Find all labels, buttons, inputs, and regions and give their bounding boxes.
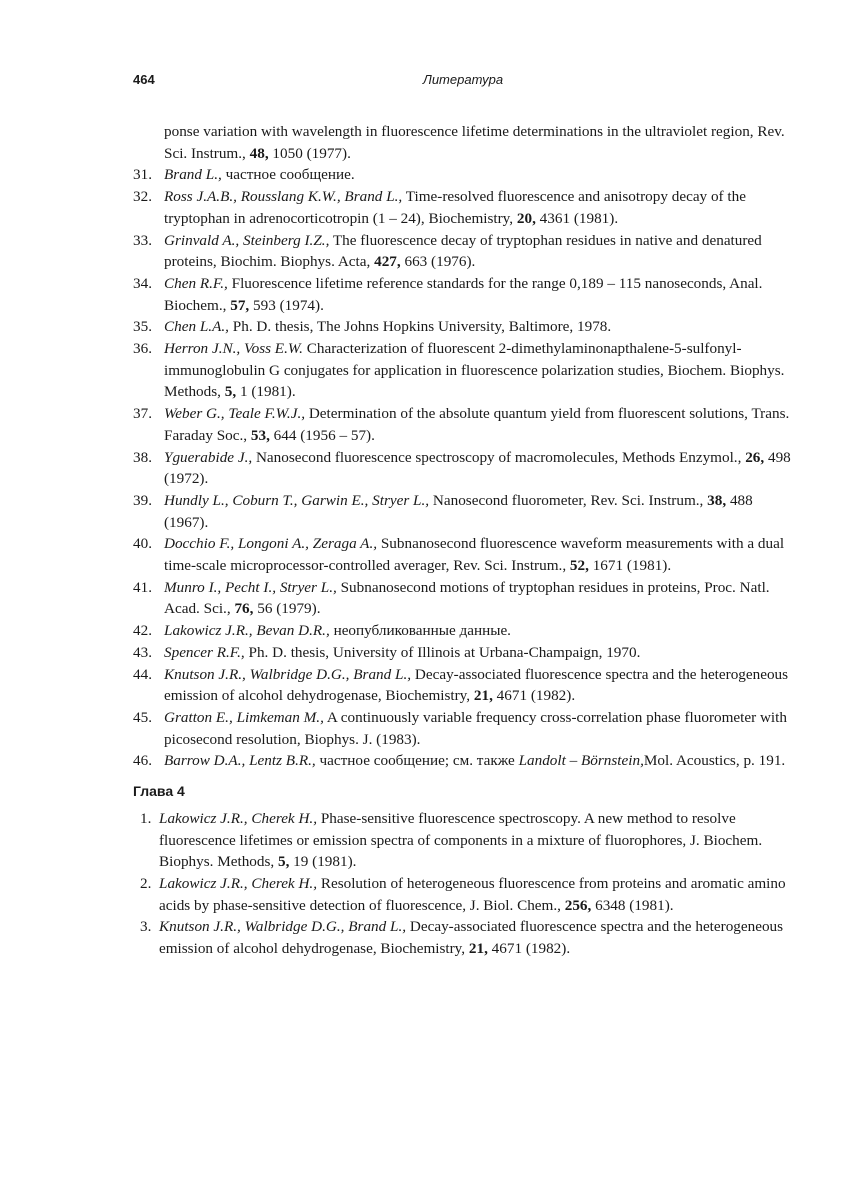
reference-entry xyxy=(133,490,793,533)
page-number: 464 xyxy=(133,72,155,87)
reference-tail: 593 (1974). xyxy=(249,296,324,314)
reference-entry xyxy=(133,230,793,273)
reference-text: Subnanosecond motions of tryptophan residues in proteins, Proc. Natl. Acad. Sci., xyxy=(164,578,770,618)
reference-authors: Docchio F., Longoni A., Zeraga A., xyxy=(164,535,378,553)
reference-extra-tail: Mol. Acoustics, p. 191. xyxy=(643,752,786,770)
reference-number: 42. xyxy=(133,622,152,640)
volume: 21, xyxy=(468,940,488,958)
reference-tail: 488 (1967). xyxy=(164,491,753,531)
page-header xyxy=(133,72,793,92)
volume: 57, xyxy=(230,296,250,314)
reference-entry xyxy=(133,447,793,490)
reference-number: 39. xyxy=(133,491,152,509)
reference-authors: Chen L.A., xyxy=(164,318,229,336)
reference-entry xyxy=(133,808,793,873)
reference-entry xyxy=(133,533,793,576)
reference-number: 3. xyxy=(140,918,152,936)
reference-tail: 56 (1979). xyxy=(253,600,321,618)
reference-entry xyxy=(133,916,793,959)
reference-entry xyxy=(133,642,793,664)
reference-authors: Grinvald A., Steinberg I.Z., xyxy=(164,231,330,249)
volume: 76, xyxy=(234,600,254,618)
reference-tail: 663 (1976). xyxy=(400,253,476,271)
reference-entry xyxy=(133,164,793,186)
volume: 427, xyxy=(374,253,401,271)
reference-number: 44. xyxy=(133,665,152,683)
reference-number: 31. xyxy=(133,166,152,184)
reference-text: Subnanosecond fluorescence waveform measurements with a dual time-scale microprocessor-controlled averager, Rev. Sci. Instrum., xyxy=(164,535,785,575)
reference-entry xyxy=(133,873,793,916)
reference-tail: 4671 (1982). xyxy=(487,940,571,958)
volume: 53, xyxy=(250,426,270,444)
reference-entry xyxy=(133,577,793,620)
volume: 38, xyxy=(707,491,727,509)
reference-text: Phase-sensitive fluorescence spectroscopy. A new method to resolve fluorescence lifetimes or emission spectra of components in a mixture of fluorophores, J. Biochem. Biophys. Methods, xyxy=(159,809,763,871)
reference-text: Characterization of fluorescent 2-dimethylaminonapthalene-5-sulfonyl-immunoglobulin G conjugates for application in fluorescence polarization studies, Biochem. Biophys. Methods, xyxy=(164,340,785,401)
volume: 5, xyxy=(277,853,290,871)
reference-authors: Knutson J.R., Walbridge D.G., Brand L., xyxy=(164,665,412,683)
reference-continuation xyxy=(133,121,793,164)
reference-number: 38. xyxy=(133,448,152,466)
reference-entry xyxy=(133,707,793,750)
running-title: Литература xyxy=(422,72,504,87)
reference-authors: Lakowicz J.R., Bevan D.R., xyxy=(164,622,330,640)
reference-extra-italic: Landolt – Börnstein, xyxy=(518,752,644,770)
reference-text: Decay-associated fluorescence spectra and the heterogeneous emission of alcohol dehydrogenase, Biochemistry, xyxy=(159,918,784,958)
volume: 20, xyxy=(516,209,536,227)
reference-entry xyxy=(133,338,793,403)
reference-text: частное сообщение; см. также xyxy=(315,752,519,770)
reference-number: 32. xyxy=(133,188,152,206)
continuation-text: ponse variation with wavelength in fluorescence lifetime determinations in the ultraviolet region, Rev. Sci. Instrum., xyxy=(164,123,785,162)
reference-authors: Spencer R.F., xyxy=(164,643,245,661)
reference-entry xyxy=(133,750,793,772)
reference-text: неопубликованные данные. xyxy=(329,622,511,640)
reference-number: 34. xyxy=(133,274,152,292)
reference-authors: Brand L., xyxy=(164,166,222,184)
reference-list xyxy=(133,121,793,960)
reference-authors: Munro I., Pecht I., Stryer L., xyxy=(164,578,337,596)
reference-number: 2. xyxy=(140,874,152,892)
volume: 256, xyxy=(564,896,592,914)
reference-authors: Hundly L., Coburn T., Garwin E., Stryer L., xyxy=(164,491,430,509)
reference-text: A continuously variable frequency cross-correlation phase fluorometer with picosecond resolution, Biophys. J. (1983). xyxy=(164,708,787,748)
reference-tail: 498 (1972). xyxy=(164,448,791,488)
reference-text: Ph. D. thesis, University of Illinois at Urbana-Champaign, 1970. xyxy=(244,643,641,661)
reference-number: 46. xyxy=(133,752,152,770)
reference-authors: Herron J.N., Voss E.W. xyxy=(164,340,303,358)
reference-text: Determination of the absolute quantum yield from fluorescent solutions, Trans. Faraday Soc., xyxy=(164,405,790,444)
reference-text: Ph. D. thesis, The Johns Hopkins University, Baltimore, 1978. xyxy=(228,318,612,336)
reference-entry xyxy=(133,273,793,316)
reference-number: 33. xyxy=(133,231,152,249)
reference-authors: Weber G., Teale F.W.J., xyxy=(164,405,306,423)
reference-text: Decay-associated fluorescence spectra and the heterogeneous emission of alcohol dehydrogenase, Biochemistry, xyxy=(164,665,789,705)
reference-entry xyxy=(133,664,793,707)
reference-number: 45. xyxy=(133,708,152,726)
reference-authors: Knutson J.R., Walbridge D.G., Brand L., xyxy=(159,918,407,936)
reference-tail: 19 (1981). xyxy=(289,853,357,871)
reference-text: частное сообщение. xyxy=(221,166,355,184)
reference-number: 37. xyxy=(133,405,152,423)
reference-tail: 1671 (1981). xyxy=(588,557,672,575)
reference-number: 1. xyxy=(140,809,152,827)
volume: 48, xyxy=(249,144,269,162)
reference-text: Fluorescence lifetime reference standards for the range 0,189 – 115 nanoseconds, Anal. Biochem., xyxy=(164,274,763,314)
reference-text: Resolution of heterogeneous fluorescence from proteins and aromatic amino acids by phase-sensitive detection of fluorescence, J. Biol. Chem., xyxy=(159,874,786,914)
reference-text: Nanosecond fluorescence spectroscopy of macromolecules, Methods Enzymol., xyxy=(252,448,746,466)
reference-number: 36. xyxy=(133,340,152,358)
reference-entry xyxy=(133,316,793,338)
reference-number: 43. xyxy=(133,643,152,661)
reference-entry xyxy=(133,403,793,446)
reference-authors: Ross J.A.B., Rousslang K.W., Brand L., xyxy=(164,188,403,206)
reference-entry xyxy=(133,186,793,229)
reference-tail: 6348 (1981). xyxy=(591,896,674,914)
reference-text: Time-resolved fluorescence and anisotropy decay of the tryptophan in adrenocorticotropin (1 – 24), Biochemistry, xyxy=(164,188,746,227)
reference-tail: 4361 (1981). xyxy=(535,209,619,227)
reference-entry xyxy=(133,620,793,642)
reference-authors: Chen R.F., xyxy=(164,274,228,292)
reference-authors: Barrow D.A., Lentz B.R., xyxy=(164,752,316,770)
reference-tail: 644 (1956 – 57). xyxy=(269,426,375,444)
reference-number: 41. xyxy=(133,578,152,596)
reference-number: 40. xyxy=(133,535,152,553)
reference-tail: 1 (1981). xyxy=(236,383,296,401)
reference-text: The fluorescence decay of tryptophan residues in native and denatured proteins, Biochim. Biophys. Acta, xyxy=(164,231,762,271)
reference-authors: Lakowicz J.R., Cherek H., xyxy=(159,874,318,892)
reference-authors: Yguerabide J., xyxy=(164,448,253,466)
volume: 26, xyxy=(745,448,765,466)
volume: 21, xyxy=(473,687,493,705)
volume: 52, xyxy=(569,557,589,575)
reference-text: Nanosecond fluorometer, Rev. Sci. Instrum., xyxy=(429,491,708,509)
reference-number: 35. xyxy=(133,318,152,336)
section-title: Глава 4 xyxy=(133,783,185,800)
reference-tail: 4671 (1982). xyxy=(492,687,576,705)
volume: 5, xyxy=(224,383,237,401)
continuation-tail: 1050 (1977). xyxy=(268,144,351,162)
reference-authors: Lakowicz J.R., Cherek H., xyxy=(159,809,318,827)
reference-authors: Gratton E., Limkeman M., xyxy=(164,708,324,726)
